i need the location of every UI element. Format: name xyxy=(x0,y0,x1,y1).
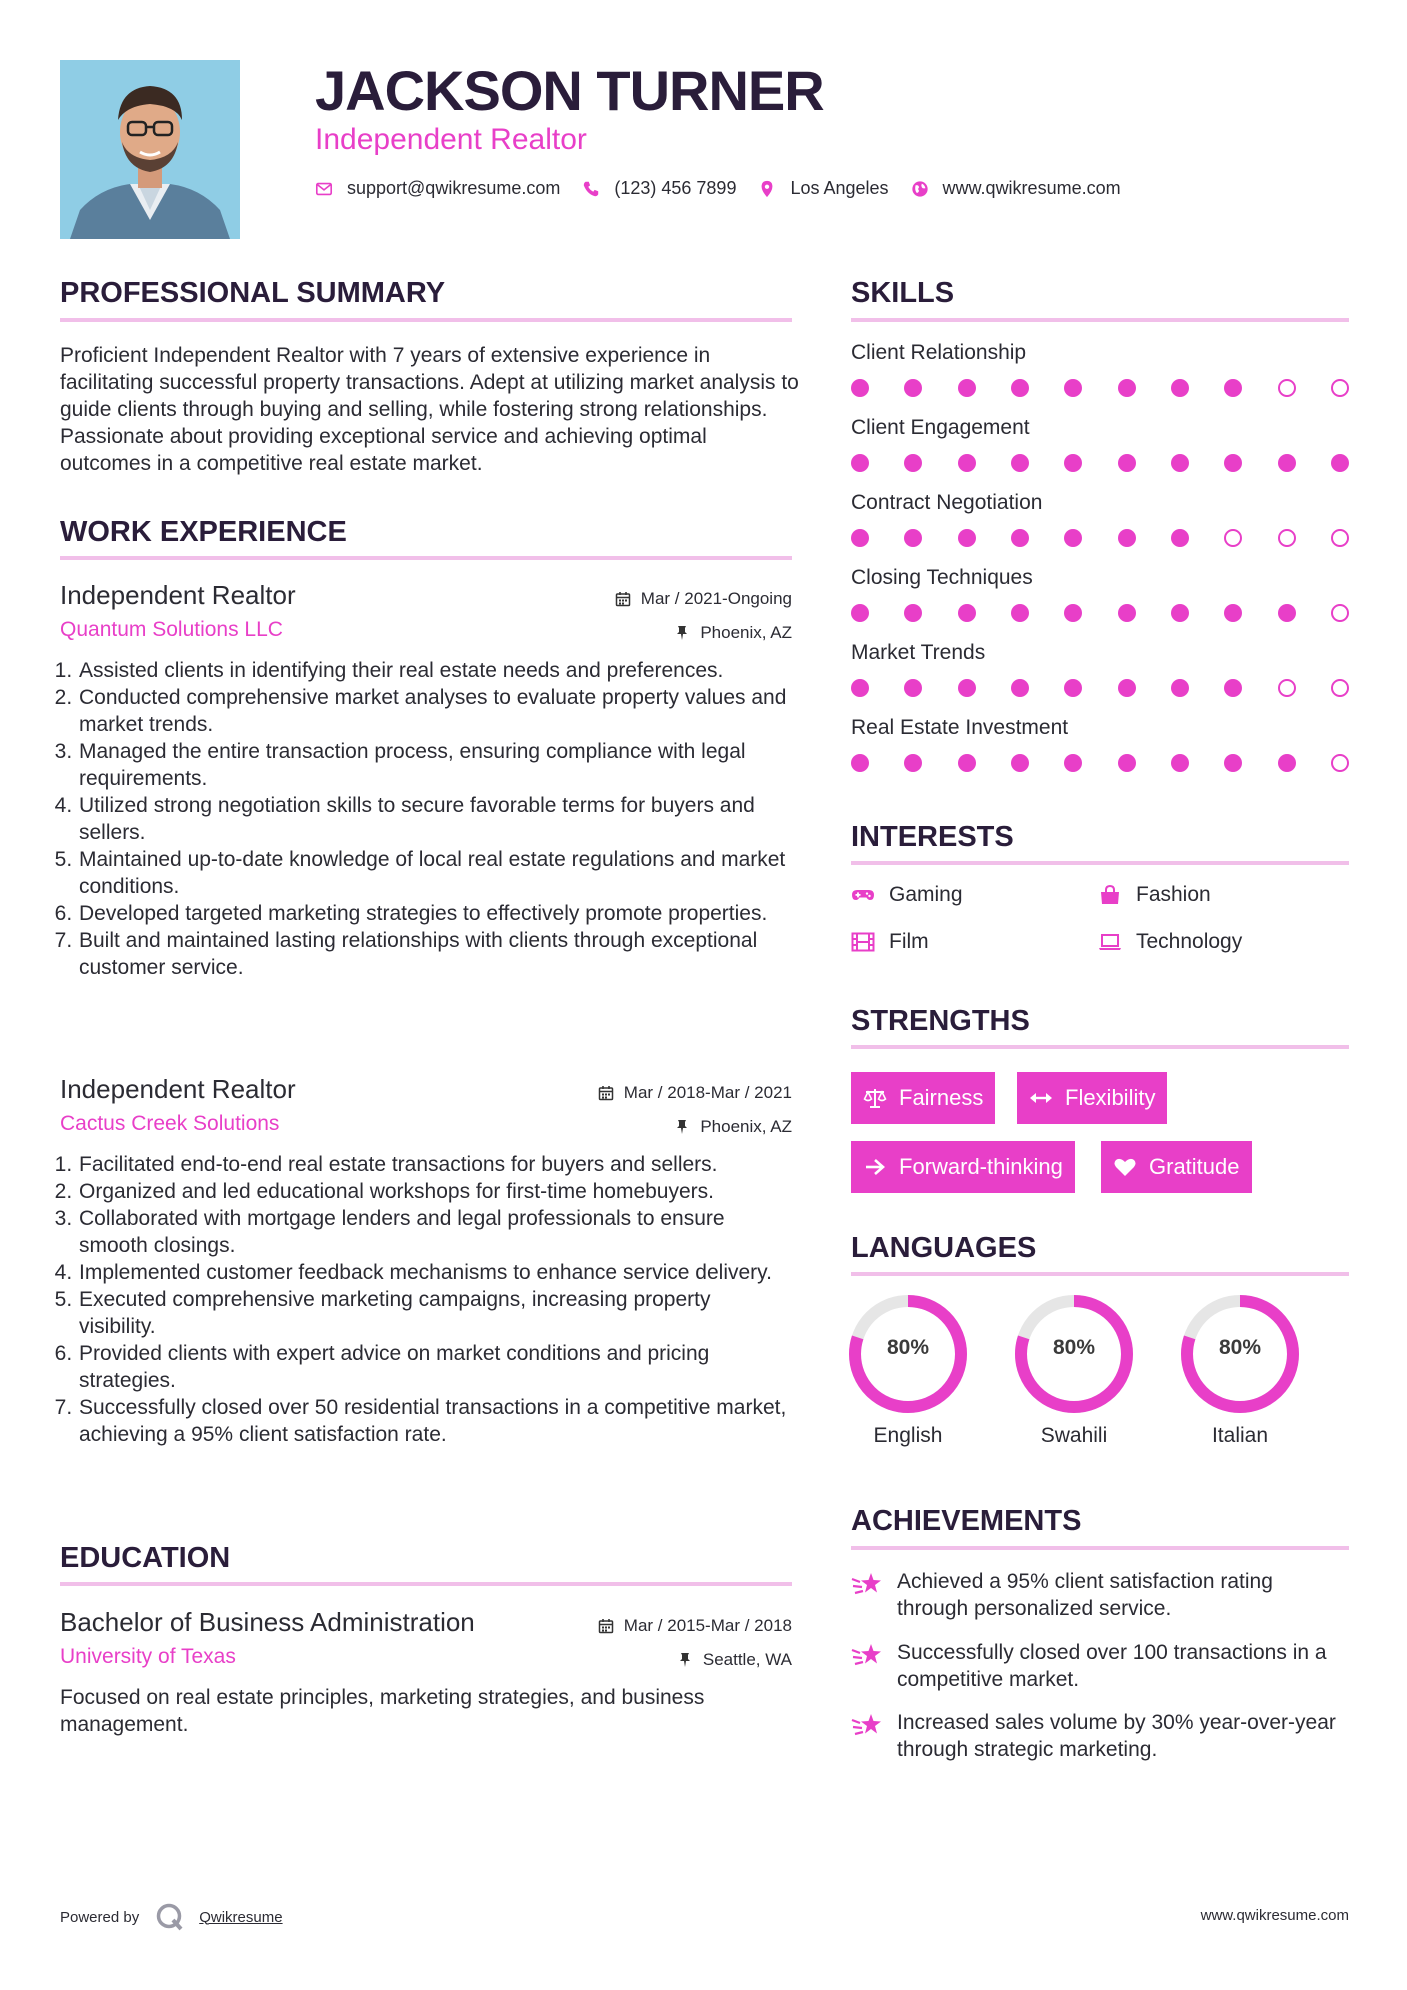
list-item: 4. Utilized strong negotiation skills to secure favorable terms for buyers and sellers. xyxy=(78,792,792,846)
job-entry xyxy=(60,579,792,981)
job-location xyxy=(674,1117,792,1137)
job-entry xyxy=(60,1073,792,1448)
interest-label: Fashion xyxy=(1136,883,1211,906)
list-item: 4. Implemented customer feedback mechanisms to enhance service delivery. xyxy=(78,1259,792,1286)
job-responsibilities xyxy=(60,657,792,981)
shopping-bag-icon xyxy=(1098,885,1122,905)
rating-dot-filled xyxy=(1224,604,1242,622)
job-date-text: Mar / 2021-Ongoing xyxy=(640,589,792,608)
rating-dot-filled xyxy=(1171,529,1189,547)
strength-badge xyxy=(851,1072,995,1124)
candidate-name: JACKSON TURNER xyxy=(315,59,824,122)
rating-dot-filled xyxy=(851,604,869,622)
summary-heading: PROFESSIONAL SUMMARY xyxy=(60,277,446,309)
interest-item xyxy=(851,930,929,954)
rating-dot-filled xyxy=(851,454,869,472)
footer-url[interactable]: www.qwikresume.com xyxy=(1200,1907,1349,1924)
strength-label: Fairness xyxy=(899,1085,984,1110)
pushpin-icon xyxy=(677,1652,693,1668)
education-location-text: Seattle, WA xyxy=(702,1650,792,1669)
rating-dot-empty xyxy=(1331,379,1349,397)
rating-dot-filled xyxy=(1118,604,1136,622)
rating-dot-filled xyxy=(1011,379,1029,397)
phone-icon xyxy=(582,180,600,198)
skills-divider xyxy=(851,318,1349,322)
skill-rating xyxy=(851,529,1349,547)
rating-dot-filled xyxy=(1171,379,1189,397)
skill-item xyxy=(851,490,1349,547)
education-date-text: Mar / 2015-Mar / 2018 xyxy=(623,1616,792,1635)
contact-website[interactable] xyxy=(911,178,1121,199)
rating-dot-filled xyxy=(1064,679,1082,697)
summary-text: Proficient Independent Realtor with 7 years of extensive experience in facilitating successful property transactions. Adept at utilizing market analysis to guide clients through buying and selling, while fostering strong relationships. Passionate about providing exceptional service and achieving optimal outcomes in a competitive real estate market. xyxy=(60,344,799,475)
skill-name: Real Estate Investment xyxy=(851,716,1069,739)
strength-label: Gratitude xyxy=(1149,1154,1240,1179)
achievement-text: Achieved a 95% client satisfaction rating through personalized service. xyxy=(897,1570,1273,1620)
education-location xyxy=(677,1650,792,1670)
language-percent: 80% xyxy=(1052,1336,1096,1359)
footer-powered-by xyxy=(60,1902,283,1932)
skill-item xyxy=(851,640,1349,697)
rating-dot-filled xyxy=(851,379,869,397)
list-item: 7. Successfully closed over 50 residential transactions in a competitive market, achieving a 95% client satisfaction rate. xyxy=(78,1394,792,1448)
experience-divider xyxy=(60,556,792,560)
list-item: 2. Conducted comprehensive market analyses to evaluate property values and market trends. xyxy=(78,684,792,738)
interest-label: Gaming xyxy=(889,883,963,906)
pushpin-icon xyxy=(674,625,690,641)
rating-dot-empty xyxy=(1331,754,1349,772)
job-title: Independent Realtor xyxy=(60,580,296,610)
rating-dot-filled xyxy=(1171,679,1189,697)
rating-dot-empty xyxy=(1278,679,1296,697)
rating-dot-filled xyxy=(904,604,922,622)
job-date xyxy=(598,1083,792,1103)
languages-heading: LANGUAGES xyxy=(851,1232,1037,1264)
rating-dot-filled xyxy=(1064,604,1082,622)
skill-item xyxy=(851,565,1349,622)
gamepad-icon xyxy=(851,885,875,905)
achievement-text: Increased sales volume by 30% year-over-year through strategic marketing. xyxy=(897,1711,1336,1761)
globe-icon xyxy=(911,180,929,198)
list-item: 7. Built and maintained lasting relationships with clients through exceptional customer service. xyxy=(78,927,792,981)
contact-email[interactable] xyxy=(315,178,560,199)
contact-location xyxy=(758,178,888,199)
job-location-text: Phoenix, AZ xyxy=(700,623,792,642)
rating-dot-filled xyxy=(1118,529,1136,547)
skill-rating xyxy=(851,754,1349,772)
rating-dot-filled xyxy=(1171,604,1189,622)
rating-dot-empty xyxy=(1224,529,1242,547)
shooting-star-icon xyxy=(851,1570,883,1598)
rating-dot-filled xyxy=(958,679,976,697)
contact-website-text: www.qwikresume.com xyxy=(942,178,1121,198)
rating-dot-filled xyxy=(904,679,922,697)
strength-label: Forward-thinking xyxy=(899,1154,1063,1179)
rating-dot-filled xyxy=(851,679,869,697)
brand-link[interactable]: Qwikresume xyxy=(199,1908,283,1926)
achievement-item xyxy=(851,1639,1349,1693)
contact-location-text: Los Angeles xyxy=(790,178,889,198)
degree-title: Bachelor of Business Administration xyxy=(60,1607,475,1637)
list-item: 3. Managed the entire transaction process, ensuring compliance with legal requirements. xyxy=(78,738,792,792)
school-name: University of Texas xyxy=(60,1645,236,1668)
experience-heading: WORK EXPERIENCE xyxy=(60,516,347,548)
laptop-icon xyxy=(1098,932,1122,952)
rating-dot-filled xyxy=(1278,454,1296,472)
strength-badge xyxy=(851,1141,1075,1193)
rating-dot-filled xyxy=(1224,679,1242,697)
language-percent: 80% xyxy=(886,1336,930,1359)
job-date-text: Mar / 2018-Mar / 2021 xyxy=(623,1083,792,1102)
rating-dot-filled xyxy=(1278,754,1296,772)
rating-dot-filled xyxy=(1118,379,1136,397)
list-item: 3. Collaborated with mortgage lenders and legal professionals to ensure smooth closings. xyxy=(78,1205,792,1259)
list-item: 6. Developed targeted marketing strategies to effectively promote properties. xyxy=(78,900,792,927)
rating-dot-filled xyxy=(1331,454,1349,472)
education-description: Focused on real estate principles, marketing strategies, and business management. xyxy=(60,1686,705,1736)
skill-name: Client Relationship xyxy=(851,341,1027,364)
list-item: 1. Facilitated end-to-end real estate transactions for buyers and sellers. xyxy=(78,1151,792,1178)
skill-item xyxy=(851,340,1349,397)
skill-item xyxy=(851,415,1349,472)
rating-dot-filled xyxy=(904,754,922,772)
rating-dot-empty xyxy=(1278,529,1296,547)
rating-dot-filled xyxy=(958,379,976,397)
skill-rating xyxy=(851,604,1349,622)
mail-icon xyxy=(315,180,333,198)
skill-name: Market Trends xyxy=(851,641,986,664)
heart-icon xyxy=(1113,1156,1137,1178)
rating-dot-empty xyxy=(1331,529,1349,547)
rating-dot-filled xyxy=(851,754,869,772)
achievements-heading: ACHIEVEMENTS xyxy=(851,1505,1082,1537)
interests-heading: INTERESTS xyxy=(851,821,1014,853)
rating-dot-filled xyxy=(1064,754,1082,772)
skill-rating xyxy=(851,679,1349,697)
education-heading: EDUCATION xyxy=(60,1542,231,1574)
rating-dot-filled xyxy=(1064,529,1082,547)
language-name: Swahili xyxy=(1040,1424,1108,1447)
interest-item xyxy=(1098,883,1211,907)
rating-dot-filled xyxy=(1011,754,1029,772)
job-title: Independent Realtor xyxy=(60,1074,296,1104)
shooting-star-icon xyxy=(851,1641,883,1669)
strengths-divider xyxy=(851,1045,1349,1049)
rating-dot-filled xyxy=(1171,754,1189,772)
rating-dot-filled xyxy=(1224,379,1242,397)
job-responsibilities xyxy=(60,1151,792,1448)
language-name: English xyxy=(873,1424,943,1447)
pushpin-icon xyxy=(674,1119,690,1135)
education-divider xyxy=(60,1582,792,1586)
strength-badge xyxy=(1017,1072,1167,1124)
list-item: 1. Assisted clients in identifying their real estate needs and preferences. xyxy=(78,657,792,684)
rating-dot-filled xyxy=(1278,604,1296,622)
interests-divider xyxy=(851,861,1349,865)
interest-item xyxy=(1098,930,1242,954)
job-company: Cactus Creek Solutions xyxy=(60,1112,280,1135)
rating-dot-filled xyxy=(1064,379,1082,397)
location-pin-icon xyxy=(758,180,776,198)
skill-name: Client Engagement xyxy=(851,416,1030,439)
list-item: 2. Organized and led educational workshops for first-time homebuyers. xyxy=(78,1178,792,1205)
job-date xyxy=(615,589,792,609)
rating-dot-empty xyxy=(1331,604,1349,622)
rating-dot-filled xyxy=(1011,529,1029,547)
calendar-icon xyxy=(598,1085,614,1101)
arrows-horizontal-icon xyxy=(1029,1087,1053,1109)
language-name: Italian xyxy=(1211,1424,1269,1447)
summary-divider xyxy=(60,318,792,322)
contact-phone-text: (123) 456 7899 xyxy=(614,178,737,198)
rating-dot-filled xyxy=(1011,454,1029,472)
interest-label: Technology xyxy=(1136,930,1243,953)
rating-dot-filled xyxy=(1118,454,1136,472)
interest-item xyxy=(851,883,963,907)
rating-dot-filled xyxy=(1118,679,1136,697)
contact-bar xyxy=(315,178,1143,199)
language-item xyxy=(1012,1292,1136,1448)
skills-heading: SKILLS xyxy=(851,277,955,309)
achievement-text: Successfully closed over 100 transactions in a competitive market. xyxy=(897,1641,1327,1691)
list-item: 6. Provided clients with expert advice on market conditions and pricing strategies. xyxy=(78,1340,792,1394)
skill-name: Contract Negotiation xyxy=(851,491,1043,514)
job-location xyxy=(674,623,792,643)
shooting-star-icon xyxy=(851,1711,883,1739)
calendar-icon xyxy=(615,591,631,607)
rating-dot-filled xyxy=(851,529,869,547)
strengths-heading: STRENGTHS xyxy=(851,1005,1030,1037)
language-item xyxy=(1178,1292,1302,1448)
arrow-right-icon xyxy=(863,1156,887,1178)
achievements-divider xyxy=(851,1546,1349,1550)
rating-dot-filled xyxy=(1011,679,1029,697)
achievement-item xyxy=(851,1568,1349,1622)
rating-dot-filled xyxy=(1224,454,1242,472)
rating-dot-filled xyxy=(1011,604,1029,622)
candidate-role: Independent Realtor xyxy=(315,123,587,156)
job-location-text: Phoenix, AZ xyxy=(700,1117,792,1136)
rating-dot-filled xyxy=(958,754,976,772)
rating-dot-filled xyxy=(958,529,976,547)
rating-dot-filled xyxy=(1064,454,1082,472)
language-percent: 80% xyxy=(1218,1336,1262,1359)
rating-dot-filled xyxy=(1171,454,1189,472)
rating-dot-filled xyxy=(904,379,922,397)
education-entry xyxy=(60,1606,792,1738)
list-item: 5. Maintained up-to-date knowledge of local real estate regulations and market conditions. xyxy=(78,846,792,900)
powered-by-text: Powered by xyxy=(60,1908,140,1926)
rating-dot-filled xyxy=(1224,754,1242,772)
skill-rating xyxy=(851,454,1349,472)
calendar-icon xyxy=(598,1618,614,1634)
strength-label: Flexibility xyxy=(1065,1085,1156,1110)
profile-photo xyxy=(60,60,240,239)
list-item: 5. Executed comprehensive marketing campaigns, increasing property visibility. xyxy=(78,1286,792,1340)
education-date xyxy=(598,1616,792,1636)
rating-dot-filled xyxy=(1118,754,1136,772)
rating-dot-filled xyxy=(904,454,922,472)
rating-dot-empty xyxy=(1278,379,1296,397)
contact-email-text: support@qwikresume.com xyxy=(347,178,561,198)
skill-name: Closing Techniques xyxy=(851,566,1033,589)
language-item xyxy=(846,1292,970,1448)
skill-item xyxy=(851,715,1349,772)
interest-label: Film xyxy=(889,930,929,953)
qwikresume-logo-icon xyxy=(155,1902,185,1932)
rating-dot-filled xyxy=(958,454,976,472)
rating-dot-empty xyxy=(1331,679,1349,697)
balance-scale-icon xyxy=(863,1087,887,1109)
film-icon xyxy=(851,932,875,952)
skill-rating xyxy=(851,379,1349,397)
contact-phone[interactable] xyxy=(582,178,736,199)
job-company: Quantum Solutions LLC xyxy=(60,618,283,641)
rating-dot-filled xyxy=(904,529,922,547)
strength-badge xyxy=(1101,1141,1252,1193)
achievement-item xyxy=(851,1709,1349,1763)
languages-divider xyxy=(851,1272,1349,1276)
rating-dot-filled xyxy=(958,604,976,622)
